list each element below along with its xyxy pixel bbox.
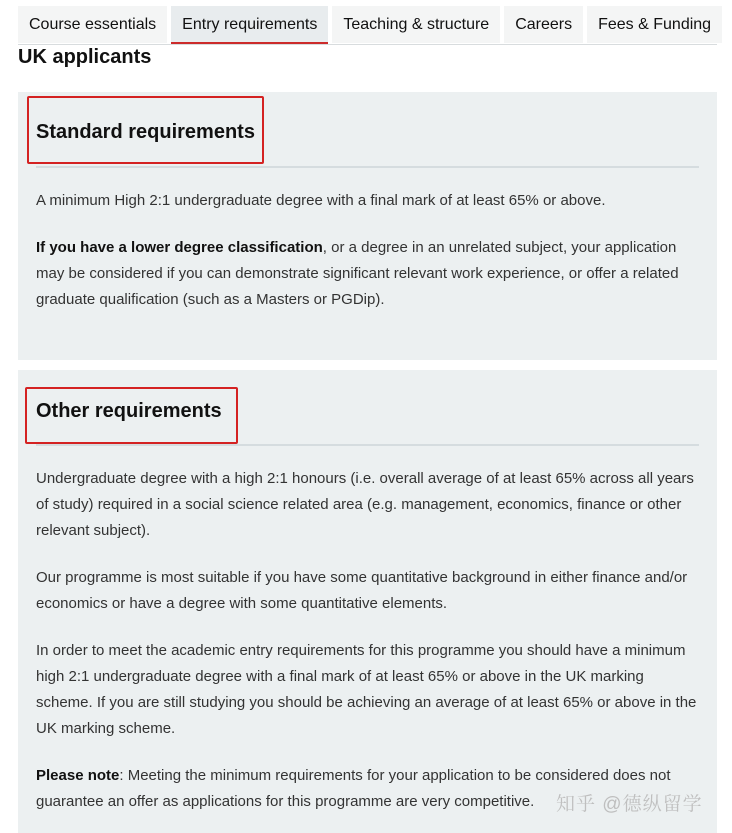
please-note-bold: Please note bbox=[36, 767, 120, 784]
standard-paragraph-2 bbox=[36, 235, 700, 313]
tab-course-essentials[interactable]: Course essentials bbox=[18, 6, 167, 43]
other-paragraph-2: Our programme is most suitable if you have some quantitative background in either finance and/or economics or have a degree with some quantitative elements. bbox=[36, 569, 688, 612]
standard-requirements-panel bbox=[18, 92, 717, 360]
section-title: UK applicants bbox=[18, 46, 152, 68]
other-requirements-title: Other requirements bbox=[36, 400, 222, 422]
tab-fees-funding[interactable]: Fees & Funding bbox=[587, 6, 722, 43]
tab-teaching-structure[interactable]: Teaching & structure bbox=[332, 6, 500, 43]
tab-entry-requirements[interactable]: Entry requirements bbox=[171, 6, 328, 44]
divider bbox=[36, 166, 699, 168]
tab-careers[interactable]: Careers bbox=[504, 6, 583, 43]
standard-requirements-title: Standard requirements bbox=[36, 121, 255, 143]
tab-bar bbox=[18, 6, 717, 45]
other-paragraph-3: In order to meet the academic entry requirements for this programme you should have a minimum high 2:1 undergraduate degree with a final mark of at least 65% or above in the UK marking scheme. If you are still studying you should be achieving an average of at least 65% or above in the UK marking scheme. bbox=[36, 642, 697, 737]
divider bbox=[36, 444, 699, 446]
other-requirements-panel bbox=[18, 370, 717, 833]
lower-degree-text: , or a degree in an unrelated subject, your application may be considered if you can demonstrate significant relevant work experience, or offer a related graduate qualification (such as a Masters or PGDip). bbox=[36, 239, 679, 308]
watermark: 知乎 @德纵留学 bbox=[556, 794, 703, 815]
standard-paragraph-1: A minimum High 2:1 undergraduate degree with a final mark of at least 65% or above. bbox=[36, 192, 606, 209]
please-note-text: : Meeting the minimum requirements for your application to be considered does not guarantee an offer as applications for this programme are very competitive. bbox=[36, 767, 671, 810]
other-paragraph-1: Undergraduate degree with a high 2:1 honours (i.e. overall average of at least 65% across all years of study) required in a social science related area (e.g. management, economics, finance or other relevant subject). bbox=[36, 470, 694, 539]
lower-degree-bold: If you have a lower degree classification bbox=[36, 239, 323, 256]
